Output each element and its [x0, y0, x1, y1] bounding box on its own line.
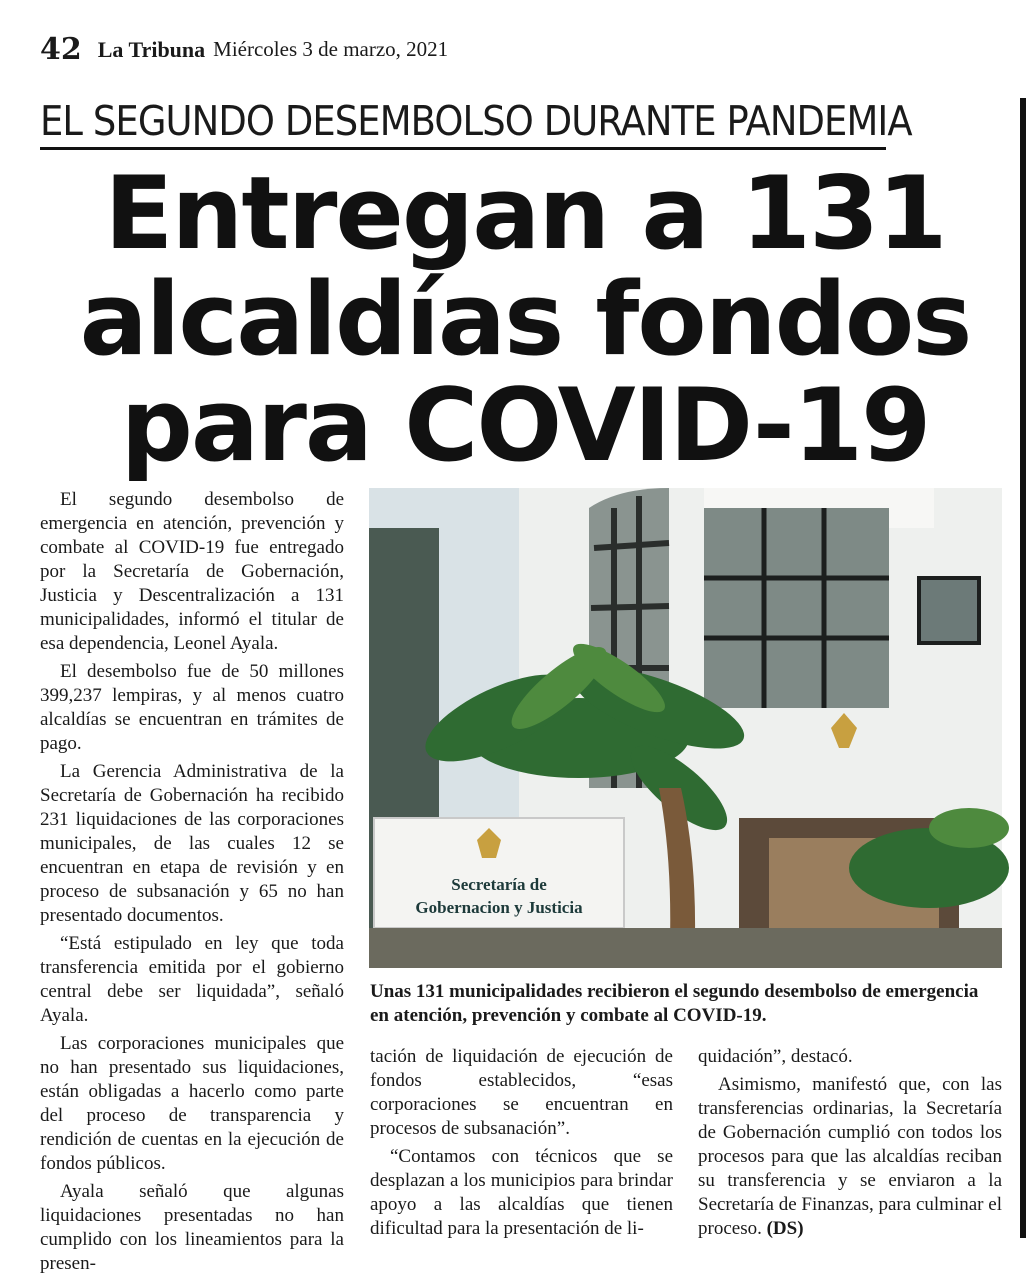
paragraph: [698, 1073, 1002, 1241]
page-header: [40, 32, 1000, 68]
sign-text-line1: Secretaría de: [451, 875, 547, 894]
building-illustration: [369, 488, 1002, 968]
paragraph: Ayala señaló que algunas liquidaciones presentadas no han cumplido con los lineamientos para la presen-: [40, 1181, 344, 1274]
headline-line: Entregan a 131: [104, 154, 946, 272]
byline: (DS): [766, 1218, 804, 1239]
paragraph: La Gerencia Administrativa de la Secretaría de Gobernación ha recibido 231 liquidaciones de las corporaciones municipales, de las cuales 12 se encuentran en etapa de revisión y en proceso de subsanación y 65 no han presentado documentos.: [40, 761, 344, 926]
paragraph: quidación”, destacó.: [698, 1046, 853, 1067]
paragraph: El desembolso fue de 50 millones 399,237 lempiras, y al menos cuatro alcaldías se encuentran en trámites de pago.: [40, 661, 344, 754]
paragraph: Las corporaciones municipales que no han presentado sus liquidaciones, están obligadas a hacerlo como parte del proceso de transparencia y rendición de cuentas en la ejecución de fondos públicos.: [40, 1033, 344, 1174]
sign-text-line2: Gobernacion y Justicia: [415, 898, 583, 917]
paragraph: “Está estipulado en ley que toda transferencia emitida por el gobierno central debe ser liquidada”, señaló Ayala.: [40, 933, 344, 1026]
article-column-3: [698, 1045, 1002, 1237]
newspaper-name: La Tribuna: [97, 36, 206, 62]
article-photo: [369, 488, 1002, 968]
column-rule: [1020, 98, 1026, 1238]
headline-line: para COVID-19: [120, 366, 930, 484]
paragraph: tación de liquidación de ejecución de fondos establecidos, “esas corporaciones se encuentran en procesos de subsanación”.: [370, 1046, 673, 1139]
page-number: 42: [40, 32, 82, 67]
issue-date: Miércoles 3 de marzo, 2021: [213, 37, 449, 61]
article-column-2: [370, 1045, 673, 1237]
paragraph: El segundo desembolso de emergencia en atención, prevención y combate al COVID-19 fue entregado por la Secretaría de Gobernación, Justicia y Descentralización a 131 municipalidades, informó el titular de esa dependencia, Leonel Ayala.: [40, 489, 344, 654]
headline-line: alcaldías fondos: [79, 260, 971, 378]
paragraph: “Contamos con técnicos que se desplazan a los municipios para brindar apoyo a las alcaldías que tienen dificultad para la presentación de li-: [370, 1146, 673, 1239]
article-kicker: EL SEGUNDO DESEMBOLSO DURANTE PANDEMIA: [40, 98, 886, 150]
article-column-1: [40, 488, 344, 1274]
paragraph-text: Asimismo, manifestó que, con las transferencias ordinarias, la Secretaría de Gobernación cumplió con todos los procesos para que las alcaldías reciban su transferencia y se enviaron a la Secretaría de Finanzas, para culminar el proceso.: [698, 1074, 1002, 1239]
photo-caption: Unas 131 municipalidades recibieron el segundo desembolso de emergencia en atención, prevención y combate al COVID-19.: [370, 981, 979, 1026]
article-headline: [40, 154, 1010, 484]
